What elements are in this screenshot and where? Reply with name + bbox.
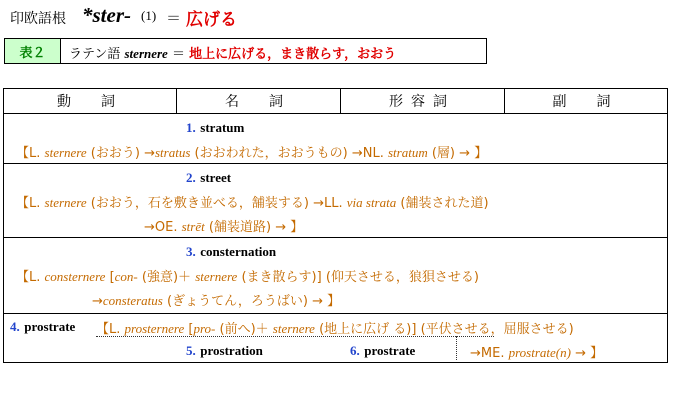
entry-stratum-heading [186,120,244,136]
latin-source: prosternere [124,321,185,336]
arrow: →LL. [313,196,343,211]
title-number: (1) [141,8,157,23]
target-form: stratum [387,145,428,160]
row-divider [4,163,667,164]
etymology-table [3,88,668,363]
entry-number: 1. [186,120,196,135]
gloss: (前へ)＋ [219,322,269,337]
dotted-divider [96,336,494,337]
arrow: → [459,146,471,161]
gloss: (おおう，石を敷き並べる，舗装する) [90,196,309,211]
entry-number: 5. [186,343,196,358]
target-form: prostrate(n) [508,345,571,360]
entry-stratum-etymology [16,142,487,161]
gloss: (強意)＋ [141,270,192,285]
arrow: → [312,294,323,309]
intermediate-form: stratus [155,145,191,160]
entry-word: street [200,170,232,185]
bracket-open: 【L. [96,322,121,337]
arrow: → [92,294,103,309]
gloss: (舗装された道) [400,196,489,211]
row-divider [4,113,667,114]
entry-street-etymology-line2 [144,216,303,235]
entry-word: consternation [200,244,277,259]
entry-word: stratum [200,120,245,135]
entry-number: 6. [350,343,360,358]
arrow: → [575,346,587,361]
arrow: → [144,146,155,161]
row-divider [4,313,667,314]
gloss: (ぎょうてん，ろうばい) [167,294,308,309]
bracket-close: 】 [474,146,488,161]
entry-number: 2. [186,170,196,185]
arrow: →OE. [144,220,178,235]
bracket-open: 【L. [16,270,41,285]
square-bracket: [ [109,270,115,285]
title-root: *ster- [82,3,131,27]
entry-consternation-etymology-line1 [16,266,479,285]
arrow: →ME. [470,346,505,361]
entry-number: 4. [10,319,20,334]
prefix: con- [114,269,138,284]
latin-source: sternere [44,145,87,160]
bracket-open: 【L. [16,146,41,161]
entry-word: prostration [200,343,263,358]
base-form: sternere [195,269,238,284]
gloss: (地上に広げ る)] [319,322,417,337]
row-divider [4,237,667,238]
gloss: (おおわれた，おおうもの) [194,146,348,161]
gloss: (まき散らす)] [241,270,322,285]
entry-prostration-heading [186,343,263,359]
base-form: sternere [272,321,315,336]
entry-consternation-heading [186,244,276,260]
dotted-divider [456,336,457,360]
gloss: (おおう) [90,146,140,161]
bracket-close: 】 [290,220,304,235]
entry-street-etymology-line1 [16,192,489,211]
entry-number: 3. [186,244,196,259]
gloss: (平伏させる，屈服させる) [420,322,574,337]
table2-lang: ラテン語 [69,47,121,62]
latin-source: consternere [44,269,106,284]
gloss: (舗装道路) [208,220,272,235]
table2-box [4,38,487,64]
prefix: pro- [193,321,216,336]
title-equals: ＝ [166,9,182,27]
latin-source: sternere [44,195,87,210]
arrow: → [275,220,287,235]
entry-consternation-etymology-line2 [92,290,340,309]
entry-word: prostrate [24,319,76,334]
gloss: (仰天させる，狼狽させる) [325,270,479,285]
intermediate-form: via strata [346,195,397,210]
table2-meaning: 地上に広げる，まき散らす，おおう [189,47,397,62]
target-form: consteratus [102,293,163,308]
bracket-open: 【L. [16,196,41,211]
title-prefix: 印欧語根 [10,11,66,27]
table2-equals: ＝ [171,47,185,62]
entry-word: prostrate [364,343,416,358]
target-form: strēt [181,219,205,234]
column-header-adverb: 副 詞 [552,94,619,110]
title-meaning: 広げる [186,10,237,30]
entry-prostrate-heading [10,319,75,335]
column-header-noun: 名 詞 [225,94,291,110]
column-header-verb: 動 詞 [57,94,123,110]
table2-word: sternere [124,46,168,61]
entry-prostrate-etymology-line2 [470,342,603,361]
entry-prostrate-etymology-line1 [96,318,574,337]
table2-label: 表２ [5,39,61,63]
table2-definition [69,43,396,62]
bracket-close: 】 [590,346,604,361]
gloss: (層) [431,146,456,161]
arrow: →NL. [351,146,384,161]
square-bracket: [ [188,322,194,337]
entry-street-heading [186,170,231,186]
column-header-adjective: 形容詞 [389,94,455,110]
bracket-close: 】 [327,294,341,309]
entry-prostrate-adjective-heading [350,343,415,359]
